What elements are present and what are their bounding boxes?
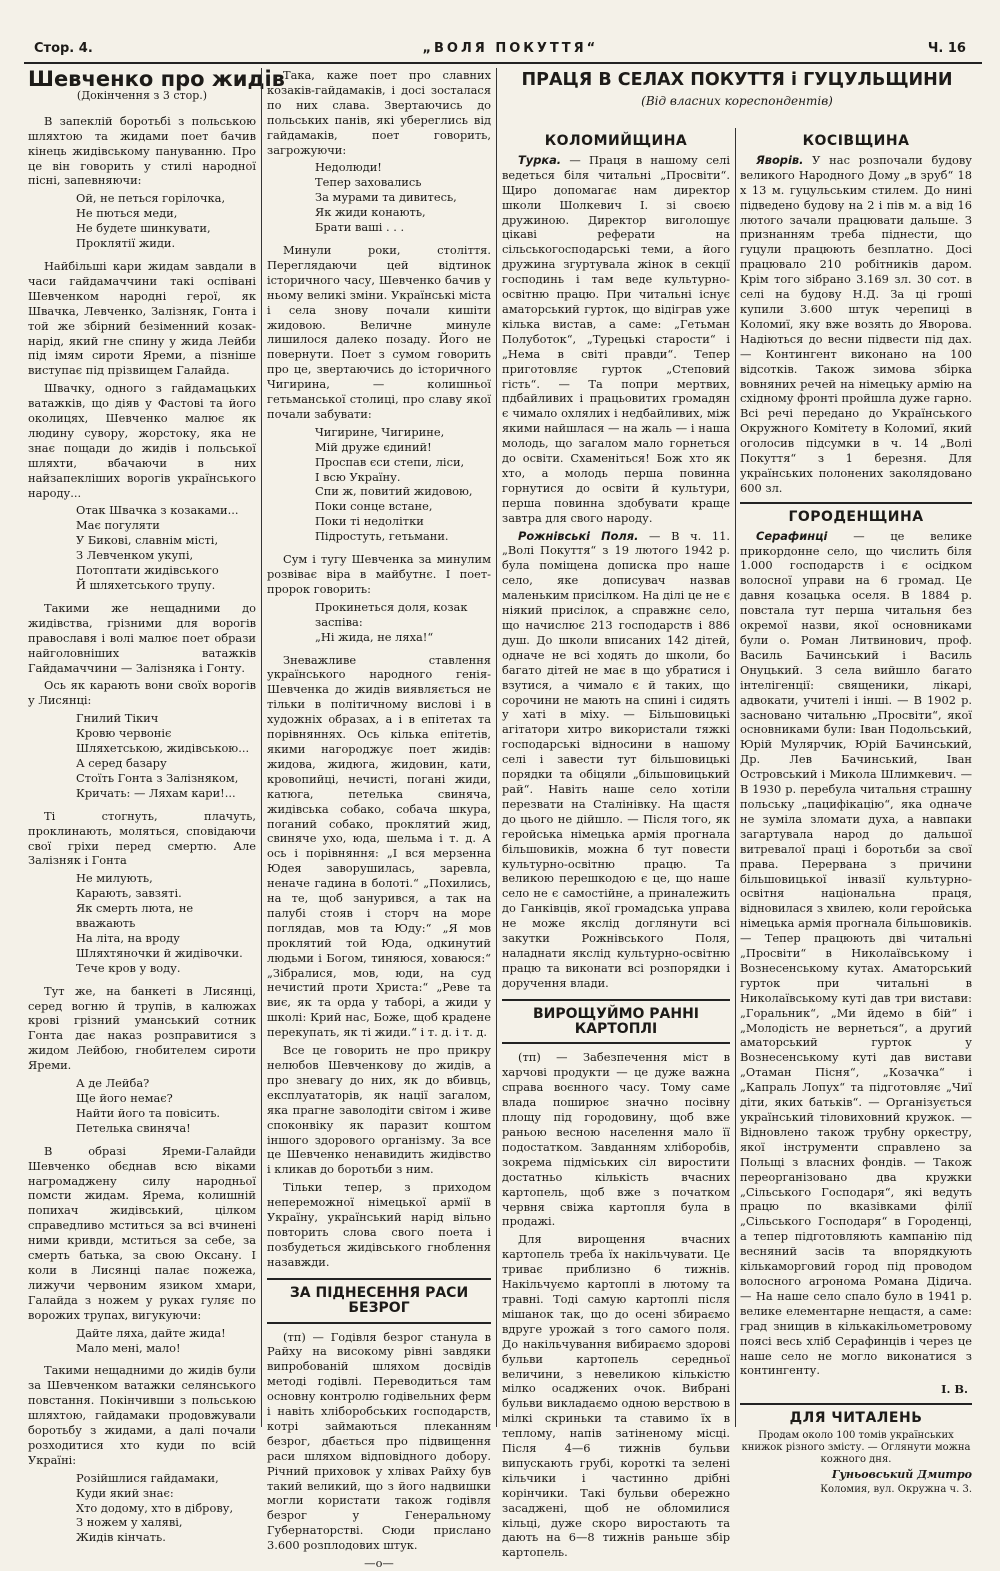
column-4 bbox=[740, 128, 972, 1496]
poem-9: Чигирине, Чигирине, Мій друже єдиний! Проспав єси степи, ліси, І всю Україну. Спи ж, повитий жидовою, Поки сонце встане, Поки ті недолітки Підростуть, гетьмани. bbox=[315, 424, 473, 544]
article-title-shevchenko: Шевченко про жидів bbox=[28, 67, 285, 91]
paragraph: Такими же нещадними до жидівства, грізними для ворогів православя і волі малює поет образи найголовніших ватажків Гайдамаччини — Залізняка і Гонту. bbox=[28, 600, 256, 675]
paragraph: Все це говорить не про прикру нелюбов Шевченкову до жидів, а про зневагу до них, як до вбивць, експлуататорів, як нації загалом, яка прагне заволодіти світом і живе споконвіку як паразит коштом іншого здорового організму. За все це Шевченко ненавидить жидівство і кликав до боротьби з ним. bbox=[267, 1043, 491, 1177]
page-header bbox=[34, 36, 966, 60]
paragraph: Ось як карають вони своїх ворогів у Лисянці: bbox=[28, 678, 256, 708]
column-divider bbox=[735, 128, 736, 1427]
paragraph: (тп) — Годівля безрог станула в Райху на високому рівні завдяки випробованій шляхом досвідів методі годівлі. Переводиться там основну контролю годівельних ферм і навіть хліборобських господарств, котрі займаються плеканням безрог, дбається про підвищення раси шляхом відповідного добору. Річний приховок у хлівах Райху був такий великий, що з його надвишки могли користати також годівля безрог у Генеральному Губернаторстві. Сюди прислано 3.600 розплодових штук. bbox=[267, 1329, 491, 1553]
section-subtitle: (Від власних кореспондентів) bbox=[641, 94, 833, 108]
poem-5: А де Лейба? Ще його немає? Найти його та повісить. Петелька свиняча! bbox=[76, 1076, 221, 1135]
column-divider bbox=[261, 68, 262, 1427]
issue-number: Ч. 16 bbox=[927, 40, 966, 56]
page-number: Стор. 4. bbox=[34, 40, 93, 56]
article-title-pigs: ЗА ПІДНЕСЕННЯ РАСИ БЕЗРОГ bbox=[267, 1278, 491, 1324]
place-name: Турка. bbox=[518, 152, 562, 167]
region-heading-kolomyia: КОЛОМИЙЩИНА bbox=[544, 133, 688, 149]
paragraph: Тут же, на банкеті в Лисянці, серед вогню й трупів, в калюжах крові грізний уманський сотник Гонта дає наказ розправитися з жидом Лейбою, гнобителем сироти Яреми. bbox=[28, 983, 256, 1073]
divider bbox=[740, 1403, 972, 1405]
place-name: Рожнівські Поля. bbox=[518, 528, 639, 543]
article-title-potatoes: ВИРОЩУЙМО РАННІ КАРТОПЛІ bbox=[502, 999, 730, 1045]
article-continuation-note: (Докінчення з 3 стор.) bbox=[76, 88, 208, 102]
paragraph: Зневажливе ставлення українського народного генія-Шевченка до жидів виявляється не тільки в політичному вислові і в художніх образах, а і в епітетах та порівняннях. Ось кілька епітетів, якими нагороджує поет жидів: жидова, жидюга, жидовин, кати, кровопийці, нечисті, погані жиди, катюга, петелька свиняча, жидівська собако, собача шкура, поганий собако, проклятий жид, свиняче ухо, юда, шельма і т. д. А ось і порівняння: „І вся мерзенна Юдея заворушилась, заревла, неначе гадина в болоті.“ „Похились, на те, щоб занурився, а так на палубі стояв і сторч на море поглядав, мов та Юду:“ „Я мов проклятий той Юда, одкинутий людьми і Богом, тиняюся, ховаюся:“ „Зібралися, мов, юди, на суд нечистий проти Христа:“ „Реве та виє, як та орда у таборі, а жиди у школі: Крий нас, Боже, щоб крадене перекупать, як ті жиди.“ і т. д. і т. д. bbox=[267, 652, 491, 1040]
poem-8: Недолюди! Тепер заховались За мурами та дивитесь, Як жиди конають, Брати ваші . . . bbox=[315, 160, 457, 235]
paragraph: (тп) — Забезпечення міст в харчові продукти — це дуже важна справа воєнного часу. Тому саме влада поширює значно посівну площу під городовину, щоб вже раньою весною населення мало її подостатком. Завданням хліборобів, зокрема підміських сіл виростити достатньо кількість вчасних картопель, щоб вже з початком червня свіжа картопля була в продажі. bbox=[502, 1050, 730, 1229]
region-heading-kosiv: КОСІВЩИНА bbox=[802, 133, 910, 149]
section-title: ПРАЦЯ В СЕЛАХ ПОКУТТЯ і ГУЦУЛЬЩИНИ bbox=[521, 70, 953, 90]
place-name: Яворів. bbox=[756, 152, 804, 167]
region-heading-horodenka: ГОРОДЕНЩИНА bbox=[788, 508, 924, 525]
header-rule bbox=[24, 62, 982, 64]
poem-2: Отак Швачка з козаками... Має погуляти У Бикові, славнім місті, З Левченком укупі, Потоптати жидівського Й шляхетського трупу. bbox=[76, 503, 239, 592]
paragraph: Для вирощення вчасних картопель треба їх накільчувати. Це триває приблизно 6 тижнів. Накільчуємо картоплі в лютому та травні. Тоді самую картоплі після мішанок так, що до осені збираємо вдруге урожай з того самого поля. До накільчування вибираємо здорові бульви картопель середньої величини, з невеликою кількістю мілко осаджених очок. Вибрані бульви викладаємо одною верствою в мілкі скриньки та ставимо їх в теплому, напів затіненому місці. Після 4—6 тижнів бульви випускають грубі, короткі та зелені кільчики і частинно дрібні корінчики. Такі бульви обережно засаджені, щоб не обломилися кільці, дуже скоро виростають та дають на 6—8 тижнів раньше збір картопель. bbox=[502, 1232, 730, 1560]
paragraph: Така, каже поет про славних козаків-гайдамаків, і досі зосталася по них слава. Звертаючись до польських панів, які убереглись від гайдамаків, поет говорить, загрожуючи: bbox=[267, 68, 491, 157]
ad-address: Коломия, вул. Окружна ч. 3. bbox=[820, 1484, 972, 1496]
place-name: Серафинці bbox=[756, 528, 828, 543]
paragraph: В запеклій боротьбі з польською шляхтою та жидами поет бачив кінець жидівському пануванню. Про це він говорить у стилі народної пісні, запевняючи: bbox=[28, 113, 256, 188]
paragraph: В образі Яреми-Галайди Шевченко обєднав всю віками нагромаджену силу народньої помсти жидам. Ярема, колишній попихач жидівський, цілком справедливо мститься за всі вчинені ними кривди, мститься за себе, за смерть батька, за свою Оксану. І коли в Лисянці палає пожежа, лижучи червоним язиком хмари, Галайда з ножем у руках гуляє по ворожих трупах, вигукуючи: bbox=[28, 1143, 256, 1322]
report-turka: Турка. — Праця в нашому селі ведеться біля читальні „Просвіти“. Щиро допомагає нам директор школи Шолкевич І. зі своєю дружиною. Директор виголошує цікаві реферати на сільськогосподарські теми, а його дружина згуртувала жінок в секції господинь і там веде культурно-освітню працю. При читальні існує аматорський гурток, що відіграв уже кілька вистав, а саме: „Гетьман Полуботок“, „Турецькі старости“ і „Нема в світі правди“. Тепер приготовляє гурток „Степовий гість“. — Та попри мертвих, пдбайливих і працьовитих громадян є чимало охлялих і недбайливих, між якими найшлася — на жаль — і наша молодь, що загалом мало горнеться до освіти. Схаменіться! Бож хто як хто, а молодь перша повинна горнутися до освіти й культури, перша повинна здобувати краще завтра для свого народу. bbox=[502, 152, 730, 525]
column-3 bbox=[502, 128, 731, 1560]
paragraph: Швачку, одного з гайдамацьких ватажків, що діяв у Фастові та його околицях, Шевченко малює як людину сувору, жорстоку, яка не знає пощади до жидів і польської шляхти, вбачаючи в них найзапекліших ворогів українського народу... bbox=[28, 381, 256, 500]
paragraph: Найбільші кари жидам завдали в часи гайдамаччини такі оспівані Шевченком народні герої, як Швачка, Левченко, Залізняк, Гонта і той же збірний безіменний козак-нарід, який гне спину у жида Лейби під імям сироти Яреми, а пізніше виступає під прізвищем Галайда. bbox=[28, 258, 256, 378]
article-end-mark: —о— bbox=[364, 1556, 394, 1571]
column-2 bbox=[267, 68, 491, 1571]
paragraph: Сум і тугу Шевченка за минулим розвіває віра в майбутнє. І поет-пророк говорить: bbox=[267, 552, 491, 596]
poem-4: Не милують, Карають, завзяті. Як смерть люта, не вважають На літа, на вроду Шляхтяночки й жидівочки. Тече кров у воду. bbox=[76, 871, 243, 975]
paragraph: Ті стогнуть, плачуть, проклинають, моляться, сповідаючи свої гріхи перед смертю. Але Залізняк і Гонта bbox=[28, 808, 256, 868]
author-signature: І. В. bbox=[941, 1382, 968, 1397]
paragraph: Тільки тепер, з приходом непереможної німецької армії в Україну, український нарід вільно повторить слова свого поета і позбудеться жидівського гноблення назавжди. bbox=[267, 1180, 491, 1269]
paragraph: Минули роки, століття. Переглядаючи цей відтинок історичного часу, Шевченко бачив у ньому великі зміни. Українські міста і села знову почали кишіти жидовою. Величне минуле лишилося далеко позаду. Його не повернути. Поет з сумом говорить про це, звертаючись до історичного Чигирина, — колишньої гетьманської столиці, про славу якої почали забувати: bbox=[267, 242, 491, 421]
ad-body: Продам около 100 томів українських книжок різного змісту. — Оглянути можна кожного дня. bbox=[741, 1430, 971, 1466]
column-divider bbox=[496, 68, 497, 1427]
poem-3: Гнилий Тікич Кровю червоніє Шляхетською, жидівською... А серед базару Стоїть Гонта з Залізняком, Кричать: — Ляхам кари!... bbox=[76, 711, 250, 800]
report-rozhniv: Рожнівські Поля. — В ч. 11. „Волі Покуття“ з 19 лютого 1942 р. була поміщена дописка про наше село, яке дописувач назвав маленьким присілком. На ділі це не є ніякий присілок, а справжнє село, що начислює 213 господарств і 886 душ. До школи вписаних 142 дітей, одначе не всі ходять до школи, бо багато дітей не має в що убратися і взутися, а чимало є й таких, що сорочини не мають на спині і сидять у хаті в міху. — Більшовицькі агітатори хитро використали тяжкі господарські відносини в нашому селі і завести тут більшовицькі порядки та обіцяли „більшовицький рай“. Навіть наше село хотіли перезвати на Сталінівку. На щастя до цього не дійшло. — Після того, як геройська німецька армія прогнала більшовиків, можна б тут повести культурно-освітню працю. Та великою перешкодою є це, що наше село не є самостійне, а приналежить до Ганківців, якої громадська управа не може якслід доглянути всі закутки Рожнівського Поля, наладнати якслід культурно-освітню працю та виконати всі розпорядки і доручення влади. bbox=[502, 528, 731, 990]
ad-title: ДЛЯ ЧИТАЛЕНЬ bbox=[789, 1410, 923, 1427]
poem-6: Дайте ляха, дайте жида! Мало мені, мало! bbox=[76, 1325, 226, 1355]
ad-name: Гуньовський Дмитро bbox=[831, 1468, 972, 1482]
poem-1: Ой, не петься горілочка, Не пються меди, Не будете шинкувати, Проклятії жиди. bbox=[76, 191, 226, 251]
paragraph: Такими нещадними до жидів були за Шевченком ватажки селянського повстання. Покінчивши з польською шляхтою, гайдамаки продовжували боротьбу з жидами, а далі почали розходитися хто куди по всій Україні: bbox=[28, 1363, 256, 1467]
poem-10: Прокинеться доля, козак заспіва: „Ні жида, не ляха!“ bbox=[315, 599, 468, 644]
report-yavoriv: Яворів. У нас розпочали будову великого Народного Дому „в зруб“ 18 х 13 м. гуцульським стилем. До нині підведено будову на 2 і пів м. а від 16 лютого зачали працювати дальше. З признанням треба піднести, що гуцули працюють безплатно. Досі працювало 210 робітників даром. Крім того зібрано 3.169 зл. 30 сот. в селі на будову Н.Д. За ці гроші купили 3.600 штук черепиці в Коломиї, яку вже возять до Яворова. Надіються до весни підвести під дах. — Контингент виконано на 100 відсотків. Також зимова збірка вовняних речей на німецьку армію на східному фронті пройшла дуже гарно. Всі речі передано до Українського Окружного Комітету в Коломиї, який оголосив підсумки в ч. 14 „Волі Покуття“ з 1 березня. Для українських полонених заколядовано 600 зл. bbox=[740, 152, 972, 495]
report-serafyntsi: Серафинці — це велике прикордонне село, що числить біля 1.000 господарств і є осідком волосної управи на 6 громад. Це давня козацька оселя. В 1884 р. повстала тут перша читальня без окремої назви, якої основниками були о. Роман Литвинович, проф. Василь Бачинський і Василь Онуцький. З села вийшло багато інтелігенції: священики, лікарі, адвокати, учителі і інші. — В 1902 р. засновано читальню „Просвіти“, якої основниками були: Іван Подольський, Юрій Мулярчик, Юрій Бачинський, Др. Лев Бачинський, Іван Островський і Микола Шлимкевич. — В 1930 р. перебула читальня страшну польську „пацифікацію“, яка одначе не зуміла зломати духа, а навпаки загартувала народ до дальшої витревалої праці і боротьби за свої права. Перервана з причини більшовицької інвазії культурно-освітня національна праця, відновилася з хвилею, коли геройська німецька армія прогнала більшовиків. — Тепер працюють дві читальні „Просвіти“ в Николаївському і Вознесенському кутах. Аматорський гурток при читальні в Николаївському куті дав три вистави: „Горальник“, „Ми йдемо в бій“ і „Молодість не вернеться“, а другий аматорський гурток у Вознесенському куті дав вистави „Отаман Пісня“, „Козачка“ і „Капраль Лопух“ та підготовляє „Чиї діти, яких батьків“. — Організується український тіловиховний кружок. — Відновлено також трубну оркестру, якої інструменти справлено за Польщі з власних фондів. — Також переорганізовано два кружки „Сільського Господаря“, які ведуть працю по вказівками філії „Сільського Господаря“ в Городенці, а тепер підготовляють кампанію під весняний засів та впорядкують кількаморговий город під проводом волосного агронома Романа Дідича. — На наше село спало було в 1941 р. велике елементарне нещастя, а саме: град знищив в кількакільометровому поясі весь хліб Серафинців і через це наше село не могло виконатися з контингенту. bbox=[740, 528, 972, 1378]
column-1 bbox=[28, 67, 285, 1545]
newspaper-title: „ВОЛЯ ПОКУТТЯ“ bbox=[422, 40, 599, 56]
divider bbox=[740, 502, 972, 504]
section-banner bbox=[502, 70, 972, 114]
poem-7: Розійшлися гайдамаки, Куди який знає: Хто додому, хто в діброву, З ножем у халяві, Жидів кінчать. bbox=[76, 1470, 234, 1545]
